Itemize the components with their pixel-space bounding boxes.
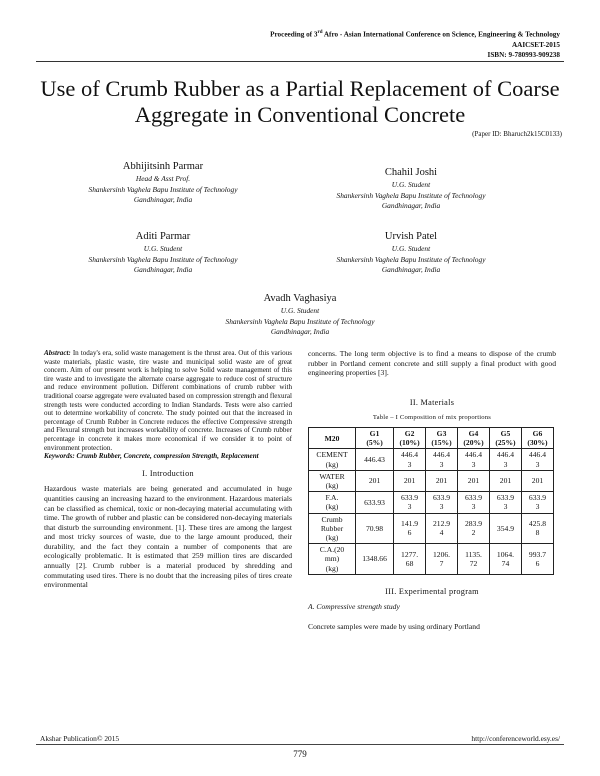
table-cell: CEMENT (kg)	[309, 449, 356, 470]
paper-id: (Paper ID: Bharuch2k15C0133)	[472, 130, 562, 138]
table-cell: 633.9 3	[426, 492, 458, 513]
table-cell: C.A.(20 mm) (kg)	[309, 544, 356, 575]
mix-proportion-table	[308, 427, 554, 575]
table-cell: 283.9 2	[458, 513, 490, 544]
table-cell: 201	[426, 470, 458, 491]
right-column	[308, 349, 556, 632]
table-cell: 633.9 3	[458, 492, 490, 513]
table-cell: 70.98	[356, 513, 394, 544]
conference-prefix: Proceeding of 3	[270, 30, 318, 39]
table-header-cell: G6 (30%)	[521, 427, 553, 448]
author-role: U.G. Student	[391, 244, 431, 253]
table-cell: 201	[489, 470, 521, 491]
table-cell: 141.9 6	[394, 513, 426, 544]
author-block	[48, 160, 278, 206]
page-number: 779	[293, 749, 307, 759]
table-cell: 993.7 6	[521, 544, 553, 575]
table-header-cell: G5 (25%)	[489, 427, 521, 448]
header-rule	[36, 61, 564, 62]
table-header-cell: G3 (15%)	[426, 427, 458, 448]
table-cell: 201	[458, 470, 490, 491]
conference-sup: rd	[317, 30, 323, 35]
author-location: Gandhinagar, India	[381, 201, 441, 210]
author-block	[48, 230, 278, 276]
subsection-heading: A. Compressive strength study	[308, 602, 400, 612]
table-cell: 354.9	[489, 513, 521, 544]
author-name: Avadh Vaghasiya	[263, 293, 337, 304]
paper-title: Use of Crumb Rubber as a Partial Replacement of Coarse Aggregate in Conventional Concrete	[40, 76, 560, 127]
table-cell: 633.9 3	[489, 492, 521, 513]
table-cell: 446.43	[356, 449, 394, 470]
author-name: Chahil Joshi	[384, 167, 438, 178]
table-row	[309, 544, 554, 575]
table-cell: Crumb Rubber (kg)	[309, 513, 356, 544]
table-cell: 201	[356, 470, 394, 491]
abstract-label: Abstract:	[44, 349, 71, 357]
footer-rule	[36, 744, 564, 745]
author-role: U.G. Student	[280, 306, 320, 315]
author-block	[296, 230, 526, 276]
table-cell: 212.9 4	[426, 513, 458, 544]
table-header-cell: G2 (10%)	[394, 427, 426, 448]
author-role: Head & Asst Prof.	[135, 174, 191, 183]
author-location: Gandhinagar, India	[270, 327, 330, 336]
table-cell: 633.93	[356, 492, 394, 513]
table-row	[309, 492, 554, 513]
author-institute: Shankersinh Vaghela Bapu Institute of Technology	[336, 190, 486, 200]
conference-suffix: Afro - Asian International Conference on Science, Engineering & Technology	[322, 30, 560, 39]
section-heading-introduction: I. Introduction	[142, 468, 194, 478]
table-cell: WATER (kg)	[309, 470, 356, 491]
table-row	[309, 513, 554, 544]
table-cell: 446.4 3	[521, 449, 553, 470]
conference-name	[270, 30, 560, 38]
keywords-label: Keywords:	[44, 452, 75, 461]
table-caption: Table – I Composition of mix proportions	[372, 414, 492, 422]
abstract-text: In today's era, solid waste management is the thrust area. Out of this various waste materials, plastic waste, tire waste and municipal solid waste are of great concern. Aim of our present work is helping to solve Solid waste management of this tire waste and to investigate the alternate coarse aggregate to reduce cost of structure and reduce environment pollution. Different combinations of crumb rubber with traditional coarse aggregate were evaluated based on compression strength and flexural strength tests were conducted according to Indian Standards. Tests were also carried out to determine workability of concrete. The study pointed out that the increased in percentage of Crumb Rubber in Concrete reduces the effective Compressive strength and Flexural strength but increases workability of concrete. Increases of Crumb rubber percentage in concrete it makes more economical if we consider it to point of environment protection.	[44, 349, 292, 452]
keywords-text: Crumb Rubber, Concrete, compression Strength, Replacement	[74, 452, 259, 461]
footer-url: http://conferenceworld.esy.es/	[471, 734, 560, 743]
abstract	[44, 349, 292, 452]
table-cell: 201	[521, 470, 553, 491]
table-header-cell: G4 (20%)	[458, 427, 490, 448]
table-cell: 1277. 68	[394, 544, 426, 575]
table-header-cell: M20	[309, 427, 356, 448]
author-institute: Shankersinh Vaghela Bapu Institute of Technology	[88, 184, 238, 194]
table-cell: 446.4 3	[489, 449, 521, 470]
author-role: U.G. Student	[391, 180, 431, 189]
keywords	[44, 452, 292, 461]
table-cell: 1206. 7	[426, 544, 458, 575]
author-block	[296, 166, 526, 212]
table-row	[309, 470, 554, 491]
introduction-continued: concerns. The long term objective is to find a means to dispose of the crumb rubber in Portland cement concrete and still supply a final product with good engineering properties [3].	[308, 349, 556, 378]
author-institute: Shankersinh Vaghela Bapu Institute of Technology	[88, 254, 238, 264]
table-cell: 201	[394, 470, 426, 491]
isbn: ISBN: 9-780993-909238	[487, 51, 560, 59]
author-location: Gandhinagar, India	[133, 265, 193, 274]
table-header-row	[309, 427, 554, 448]
conference-acronym: AAICSET-2015	[511, 41, 560, 49]
table-cell: 1064. 74	[489, 544, 521, 575]
section-heading-materials: II. Materials	[409, 397, 455, 407]
footer-publisher: Akshar Publication© 2015	[40, 734, 120, 743]
table-cell: 1348.66	[356, 544, 394, 575]
table-cell: 633.9 3	[521, 492, 553, 513]
author-institute: Shankersinh Vaghela Bapu Institute of Technology	[336, 254, 486, 264]
section-heading-experimental: III. Experimental program	[385, 586, 479, 596]
experimental-text: Concrete samples were made by using ordinary Portland	[308, 622, 480, 631]
left-column	[44, 349, 292, 590]
author-location: Gandhinagar, India	[381, 265, 441, 274]
table-cell: F.A. (kg)	[309, 492, 356, 513]
table-cell: 446.4 3	[458, 449, 490, 470]
author-name: Abhijitsinh Parmar	[122, 161, 204, 172]
author-block	[170, 292, 430, 338]
introduction-text: Hazardous waste materials are being generated and accumulated in huge quantities causing an increasing hazard to the environment. Hazardous materials can be classified as chemical, toxic or non-decaying material accumulating with time. The growth of rubber and plastic can be considered non-decaying materials that disturb the surrounding environment. [1]. These tires are among the largest and most tricky sources of waste, due to the large amount produced, their durability, and the fact they contain a number of components that are ecologically problematic. It is estimated that 259 million tires are discarded annually [2]. Crumb rubber is a material produced by shredding and commutating used tires. There is no doubt that the increasing piles of tires create environmental	[44, 484, 292, 590]
table-cell: 1135. 72	[458, 544, 490, 575]
author-location: Gandhinagar, India	[133, 195, 193, 204]
author-name: Urvish Patel	[384, 231, 438, 242]
author-institute: Shankersinh Vaghela Bapu Institute of Technology	[225, 316, 375, 326]
table-cell: 633.9 3	[394, 492, 426, 513]
table-cell: 446.4 3	[394, 449, 426, 470]
author-role: U.G. Student	[143, 244, 183, 253]
author-name: Aditi Parmar	[135, 231, 191, 242]
table-row	[309, 449, 554, 470]
table-cell: 425.8 8	[521, 513, 553, 544]
table-cell: 446.4 3	[426, 449, 458, 470]
table-header-cell: G1 (5%)	[356, 427, 394, 448]
